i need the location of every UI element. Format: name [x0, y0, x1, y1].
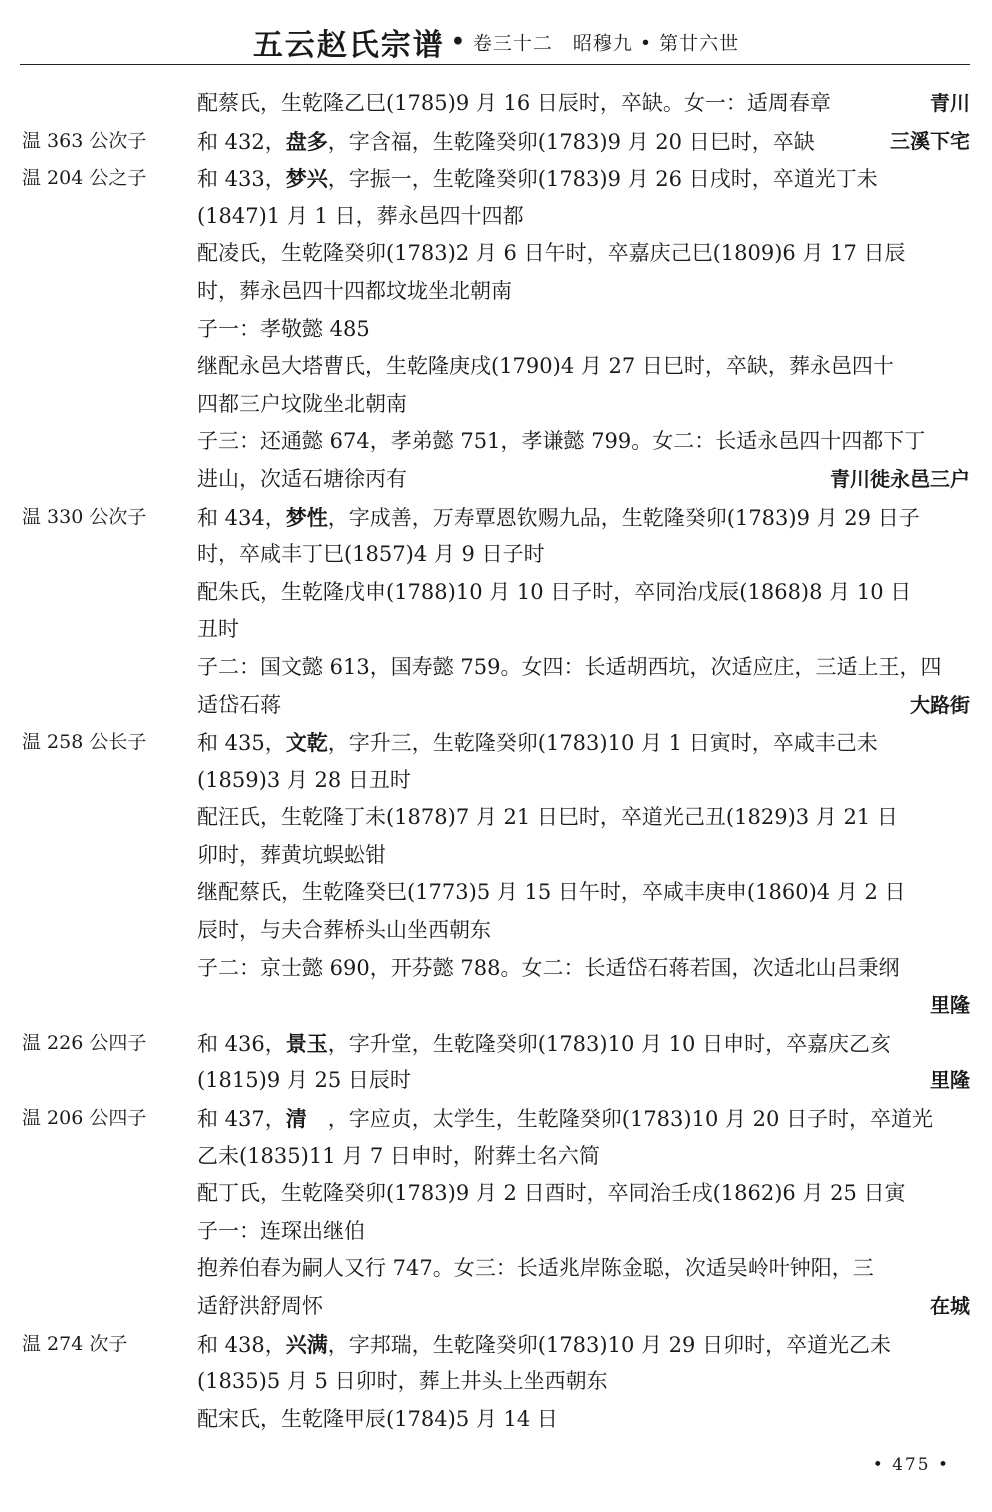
entry-detail: 乙未(1835)11 月 7 日申时，附葬土名六简 [197, 1143, 600, 1168]
residence-place: 里隆 [930, 993, 970, 1018]
entry-line [0, 1213, 992, 1251]
entry-detail: ，字振一，生乾隆癸卯(1783)9 月 26 日戌时，卒道光丁未 [327, 167, 878, 192]
entry-line [0, 160, 992, 198]
entry-text [197, 235, 906, 273]
entry-text [197, 1250, 874, 1288]
entry-line [0, 687, 992, 725]
entry-detail: 四都三户坟陇坐北朝南 [197, 391, 407, 416]
entry-detail: (1859)3 月 28 日丑时 [197, 767, 411, 792]
entry-line [0, 123, 992, 161]
entry-detail: 子二：国文懿 613，国寿懿 759。女四：长适胡西坑，次适应庄，三适上王，四 [197, 654, 942, 679]
page-header [0, 20, 992, 63]
lineage-source: 温 363 公次子 [22, 129, 147, 152]
entry-line [0, 874, 992, 912]
residence-place: 在城 [930, 1294, 970, 1318]
entry-detail: ，字含福，生乾隆癸卯(1783)9 月 20 日巳时，卒缺 [327, 129, 815, 154]
residence-place: 大路街 [910, 692, 970, 717]
entry-line [0, 1326, 992, 1364]
entry-text [197, 423, 925, 461]
entry-line [0, 85, 992, 123]
entry-detail: 适舒洪舒周怀 [197, 1294, 323, 1318]
residence-place: 青川 [930, 91, 970, 115]
entry-text [197, 1175, 906, 1213]
entry-line [0, 1025, 992, 1063]
entry-detail: 继配蔡氏，生乾隆癸巳(1773)5 月 15 日午时，卒咸丰庚申(1860)4 月 2 日 [197, 880, 906, 905]
entry-text [197, 273, 512, 311]
entry-text [197, 912, 491, 950]
entry-number: 和 435， [197, 731, 286, 756]
entry-line [0, 348, 992, 386]
entry-line [0, 987, 992, 1025]
entry-detail: 子二：京士懿 690，开芬懿 788。女二：长适岱石蒋若国，次适北山吕秉纲 [197, 955, 900, 980]
entry-text [197, 762, 411, 800]
entry-line [0, 762, 992, 800]
lineage-source: 温 206 公四子 [22, 1107, 147, 1130]
entry-detail: ，字成善，万寿覃恩钦赐九品，生乾隆癸卯(1783)9 月 29 日子 [327, 505, 920, 530]
entry-line [0, 1288, 992, 1326]
entry-line [0, 499, 992, 537]
entry-number: 和 433， [197, 167, 286, 192]
entry-detail: ，字升堂，生乾隆癸卯(1783)10 月 10 日申时，卒嘉庆乙亥 [327, 1031, 892, 1056]
entry-text [197, 950, 900, 988]
entry-line [0, 461, 992, 499]
entry-text [197, 837, 386, 875]
entry-detail: 时，葬永邑四十四都坟垅坐北朝南 [197, 278, 512, 303]
entry-line [0, 386, 992, 424]
entry-detail: 子一：孝敬懿 485 [197, 316, 370, 341]
entry-detail: (1835)5 月 5 日卯时，葬上井头上坐西朝东 [197, 1369, 608, 1394]
entry-text [197, 687, 281, 725]
entry-line [0, 423, 992, 461]
entry-text [197, 461, 407, 499]
entry-number: 和 434， [197, 505, 286, 530]
entry-line [0, 912, 992, 950]
entry-line [0, 1062, 992, 1100]
entry-text [197, 160, 878, 199]
entry-detail: 子三：还通懿 674，孝弟懿 751，孝谦懿 799。女二：长适永邑四十四都下丁 [197, 429, 926, 454]
book-title: 五云赵氏宗谱 [252, 28, 445, 63]
entry-detail: (1847)1 月 1 日，葬永邑四十四都 [197, 203, 524, 228]
title-separator: • [450, 29, 465, 55]
entry-text [197, 1326, 891, 1365]
entry-text [197, 499, 920, 538]
entry-text [197, 1062, 411, 1100]
entry-text [197, 198, 524, 236]
entry-line [0, 1138, 992, 1176]
person-name: 梦兴 [285, 166, 328, 192]
person-name: 盘多 [285, 128, 328, 154]
entry-text [197, 85, 831, 123]
entry-text [197, 386, 407, 424]
entry-line [0, 273, 992, 311]
entry-line [0, 837, 992, 875]
residence-place: 里隆 [930, 1068, 970, 1093]
entry-text [197, 724, 878, 763]
entry-number: 和 436， [197, 1031, 286, 1056]
entry-detail: 配宋氏，生乾隆甲辰(1784)5 月 14 日 [197, 1406, 558, 1431]
entry-text [197, 1213, 365, 1251]
person-name: 兴满 [285, 1331, 328, 1357]
entry-detail: ，字升三，生乾隆癸卯(1783)10 月 1 日寅时，卒咸丰己未 [327, 731, 878, 756]
person-name: 文乾 [285, 730, 328, 756]
entry-number: 和 438， [197, 1332, 286, 1357]
entry-detail: 配凌氏，生乾隆癸卯(1783)2 月 6 日午时，卒嘉庆己巳(1809)6 月 17 日辰 [197, 241, 906, 266]
entry-text [197, 311, 370, 349]
residence-place: 青川徙永邑三户 [830, 466, 970, 491]
entry-detail: 进山，次适石塘徐丙有 [197, 466, 407, 491]
person-name: 清 [285, 1106, 307, 1132]
entry-detail: ，字邦瑞，生乾隆癸卯(1783)10 月 29 日卯时，卒道光乙未 [327, 1332, 892, 1357]
entry-text [197, 123, 815, 162]
entry-line [0, 950, 992, 988]
entry-number: 和 437， [197, 1107, 286, 1132]
entry-detail: (1815)9 月 25 日辰时 [197, 1068, 411, 1093]
lineage-source: 温 204 公之子 [22, 167, 147, 190]
entry-detail: 适岱石蒋 [197, 692, 281, 717]
page-number: • 475 • [872, 1455, 950, 1475]
genealogy-body [0, 85, 992, 1438]
entry-line [0, 1175, 992, 1213]
entry-detail: 配丁氏，生乾隆癸卯(1783)9 月 2 日酉时，卒同治壬戌(1862)6 月 25 日寅 [197, 1181, 906, 1206]
entry-line [0, 235, 992, 273]
entry-text [197, 1100, 933, 1139]
entry-detail: ，字应贞，太学生，生乾隆癸卯(1783)10 月 20 日子时，卒道光 [306, 1107, 934, 1132]
entry-detail: 子一：连琛出继伯 [197, 1218, 365, 1243]
entry-line [0, 574, 992, 612]
lineage-source: 温 226 公四子 [22, 1031, 147, 1054]
residence-place: 三溪下宅 [890, 128, 970, 153]
person-name: 梦性 [285, 504, 328, 530]
entry-detail: 辰时，与夫合葬桥头山坐西朝东 [197, 918, 491, 943]
entry-text [197, 1138, 600, 1176]
entry-text [197, 1025, 891, 1064]
entry-text [197, 611, 239, 649]
header-rule [20, 64, 970, 65]
entry-detail: 配朱氏，生乾隆戊申(1788)10 月 10 日子时，卒同治戊辰(1868)8 月 10 日 [197, 579, 912, 604]
entry-line [0, 649, 992, 687]
entry-line [0, 799, 992, 837]
entry-text [197, 1401, 558, 1439]
entry-line [0, 1250, 992, 1288]
entry-text [197, 799, 898, 837]
entry-text [197, 1363, 608, 1401]
entry-line [0, 536, 992, 574]
entry-line [0, 724, 992, 762]
lineage-source: 温 330 公次子 [22, 505, 147, 528]
entry-text [197, 649, 942, 687]
entry-line [0, 1401, 992, 1439]
lineage-source: 温 274 次子 [22, 1332, 128, 1355]
entry-detail: 配蔡氏，生乾隆乙巳(1785)9 月 16 日辰时，卒缺。女一：适周春章 [197, 91, 831, 115]
entry-detail: 时，卒咸丰丁巳(1857)4 月 9 日子时 [197, 542, 545, 567]
entry-line [0, 311, 992, 349]
entry-line [0, 198, 992, 236]
section-title: 卷三十二 昭穆九 • 第廿六世 [472, 32, 740, 55]
entry-text [197, 536, 545, 574]
entry-text [197, 1288, 323, 1326]
entry-line [0, 1363, 992, 1401]
entry-detail: 配汪氏，生乾隆丁未(1878)7 月 21 日巳时，卒道光己丑(1829)3 月 21 日 [197, 805, 898, 830]
entry-line [0, 611, 992, 649]
entry-text [197, 348, 894, 386]
entry-text [197, 574, 911, 612]
person-name: 景玉 [285, 1030, 328, 1056]
lineage-source: 温 258 公长子 [22, 731, 147, 754]
entry-detail: 继配永邑大塔曹氏，生乾隆庚戌(1790)4 月 27 日巳时，卒缺，葬永邑四十 [197, 354, 894, 379]
entry-line [0, 1100, 992, 1138]
entry-detail: 卯时，葬黄坑蜈蚣钳 [197, 842, 386, 867]
entry-detail: 抱养伯春为嗣人又行 747。女三：长适兆岸陈金聪，次适吴岭叶钟阳，三 [197, 1256, 874, 1281]
entry-detail: 丑时 [197, 617, 239, 642]
entry-number: 和 432， [197, 129, 286, 154]
entry-text [197, 874, 906, 912]
